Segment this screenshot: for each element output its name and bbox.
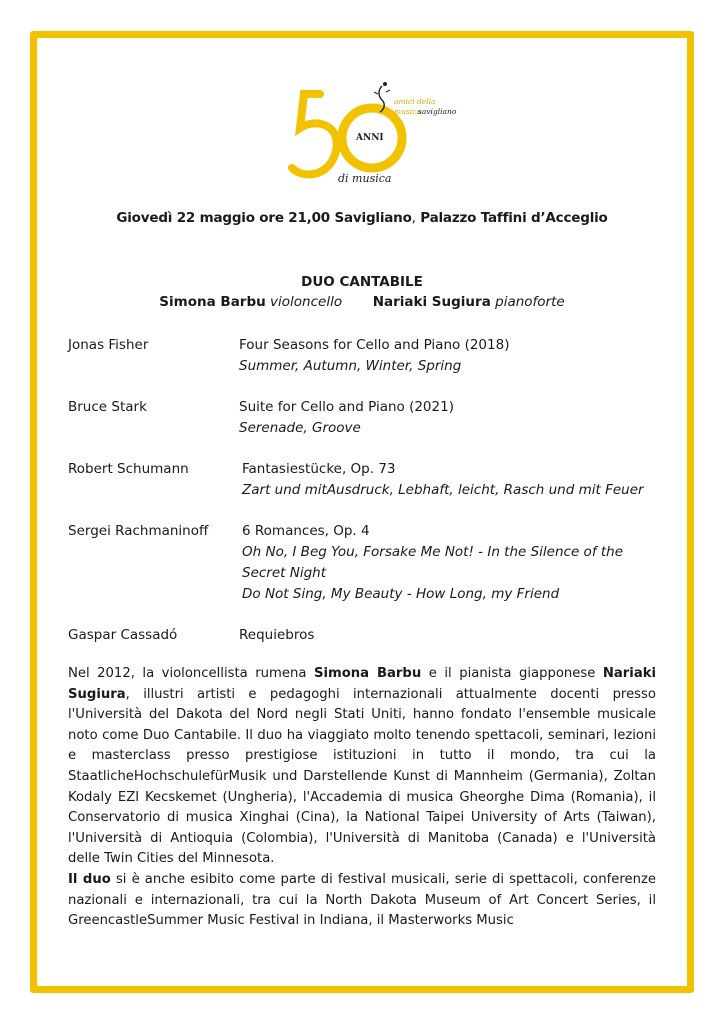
program-composer: Gaspar Cassadó xyxy=(68,627,178,643)
logo-assoc-line1: amici della xyxy=(394,97,436,106)
performer2-name: Nariaki Sugiura xyxy=(372,294,491,310)
event-separator: , xyxy=(411,210,416,226)
program-movements-line3: Do Not Sing, My Beauty - How Long, my Friend xyxy=(242,586,560,602)
anniversary-logo xyxy=(290,74,457,194)
logo-graphic xyxy=(290,74,457,194)
logo-di-musica: di musica xyxy=(338,172,392,185)
program-work: Fantasiestücke, Op. 73 xyxy=(242,461,396,477)
logo-assoc-line2-suffix: savigliano xyxy=(418,107,457,116)
bio-name-sugiura: Nariaki Sugiura xyxy=(68,666,657,702)
program-composer: Jonas Fisher xyxy=(68,337,149,353)
program-work: Requiebros xyxy=(239,627,315,643)
performer1-name: Simona Barbu xyxy=(159,294,266,310)
program-movements: Summer, Autumn, Winter, Spring xyxy=(239,358,462,374)
event-venue: Palazzo Taffini d’Acceglio xyxy=(420,210,608,226)
program-movements-line1: Oh No, I Beg You, Forsake Me Not! - In the Silence of the xyxy=(242,544,624,560)
performer2-role: pianoforte xyxy=(495,294,565,310)
biography xyxy=(68,664,656,932)
program-composer: Sergei Rachmaninoff xyxy=(68,523,209,539)
performers-line xyxy=(0,294,724,310)
program-work: Suite for Cello and Piano (2021) xyxy=(239,399,454,415)
program-composer: Bruce Stark xyxy=(68,399,147,415)
bio-duo-lead: Il duo xyxy=(68,871,111,887)
program-work: Four Seasons for Cello and Piano (2018) xyxy=(239,337,510,353)
program-movements: Zart und mitAusdruck, Lebhaft, leicht, Rasch und mit Feuer xyxy=(242,482,644,498)
program-movements: Serenade, Groove xyxy=(239,420,361,436)
logo-assoc-line2-prefix: musica xyxy=(394,107,421,116)
event-line xyxy=(0,210,724,226)
program-movements-line2: Secret Night xyxy=(242,565,327,581)
program-work: 6 Romances, Op. 4 xyxy=(242,523,370,539)
event-datetime: Giovedì 22 maggio ore 21,00 Savigliano xyxy=(116,210,412,226)
performer1-role: violoncello xyxy=(270,294,343,310)
bio-name-barbu: Simona Barbu xyxy=(313,666,422,681)
bio-paragraph-2: Il duo si è anche esibito come parte di festival musicali, serie di spettacoli, conferenze nazionali e internazionali, tra cui la North Dakota Museum of Art Concert Series, il GreencastleSummer Music Festival in Indiana, il Masterworks Music xyxy=(68,871,656,929)
bio-paragraph-1: Nel 2012, la violoncellista rumena Simona Barbu e il pianista giapponese Nariaki Sugiura, illustri artisti e pedagoghi internazionali attualmente docenti presso l'Università del Dakota del Nord negli Stati Uniti, hanno fondato l'ensemble musicale noto come Duo Cantabile. Il duo ha viaggiato molto tenendo spettacoli, seminari, lezioni e masterclass presso prestigiose istituzioni in tutto il mondo, tra cui la StaatlicheHochschulefürMusik und Darstellende Kunst di Mannheim (Germania), Zoltan Kodaly EZI Kecskemet (Ungheria), l'Accademia di musica Gheorghe Dima (Romania), il Conservatorio di musica Xinghai (Cina), la National Taipei University of Arts (Taiwan), l'Università di Antioquia (Colombia), l'Università di Manitoba (Canada) e l'Università delle Twin Cities del Minnesota. xyxy=(68,666,657,867)
ensemble-name: DUO CANTABILE xyxy=(301,274,423,290)
program-composer: Robert Schumann xyxy=(68,461,189,477)
logo-anni: ANNI xyxy=(356,133,384,143)
